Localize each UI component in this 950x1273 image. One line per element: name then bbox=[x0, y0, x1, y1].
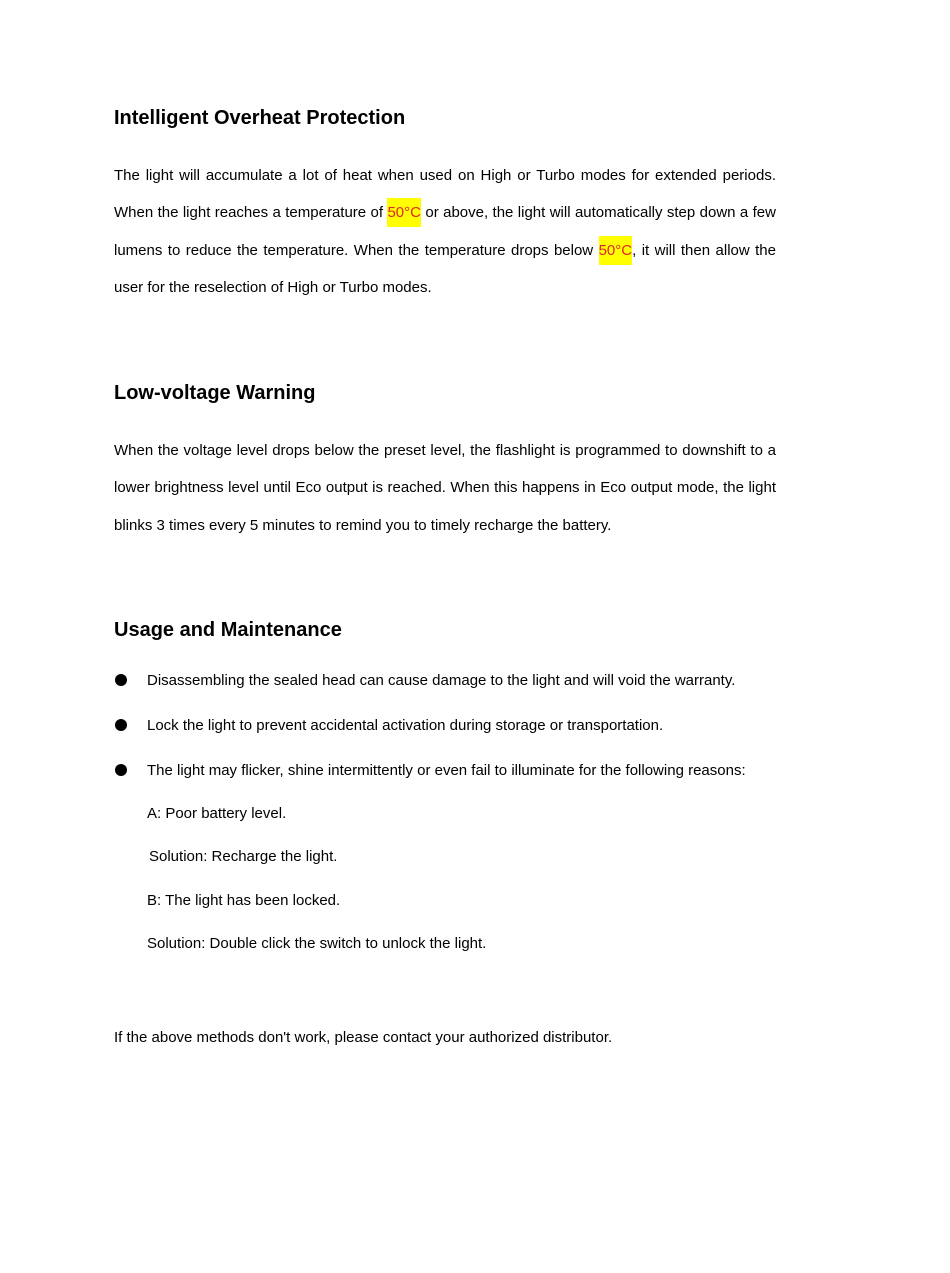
bullet-text: Lock the light to prevent accidental activation during storage or transportation. bbox=[147, 717, 664, 734]
overheat-paragraph bbox=[114, 157, 776, 306]
overheat-heading: Intelligent Overheat Protection bbox=[114, 107, 406, 129]
bullet-dot-icon bbox=[115, 764, 127, 776]
solution-a: Solution: Recharge the light. bbox=[149, 848, 338, 865]
footer-note: If the above methods don't work, please contact your authorized distributor. bbox=[114, 1029, 613, 1046]
temperature-threshold-2: 50°C bbox=[599, 236, 633, 265]
bullet-dot-icon bbox=[115, 719, 127, 731]
bullet-text: Disassembling the sealed head can cause damage to the light and will void the warranty. bbox=[147, 672, 736, 689]
overheat-text-2: or above, the light will automatically step down a few lumens to reduce the temperature. When the temperature drops below bbox=[114, 204, 776, 259]
usage-heading: Usage and Maintenance bbox=[114, 619, 342, 641]
low-voltage-paragraph: When the voltage level drops below the preset level, the flashlight is programmed to downshift to a lower brightness level until Eco output is reached. When this happens in Eco output mode, the light blinks 3 times every 5 minutes to remind you to timely recharge the battery. bbox=[114, 442, 776, 534]
temperature-threshold-1: 50°C bbox=[387, 198, 421, 227]
overheat-text-1: The light will accumulate a lot of heat when used on High or Turbo modes for extended periods. When the light reaches a temperature of bbox=[114, 167, 776, 222]
solution-b: Solution: Double click the switch to unlock the light. bbox=[147, 935, 487, 952]
reason-a: A: Poor battery level. bbox=[147, 805, 287, 822]
low-voltage-heading: Low-voltage Warning bbox=[114, 382, 316, 404]
bullet-text: The light may flicker, shine intermittently or even fail to illuminate for the following reasons: bbox=[147, 762, 746, 779]
reason-b: B: The light has been locked. bbox=[147, 892, 341, 909]
overheat-text-3: , it will then allow the user for the reselection of High or Turbo modes. bbox=[114, 241, 776, 296]
bullet-dot-icon bbox=[115, 674, 127, 686]
